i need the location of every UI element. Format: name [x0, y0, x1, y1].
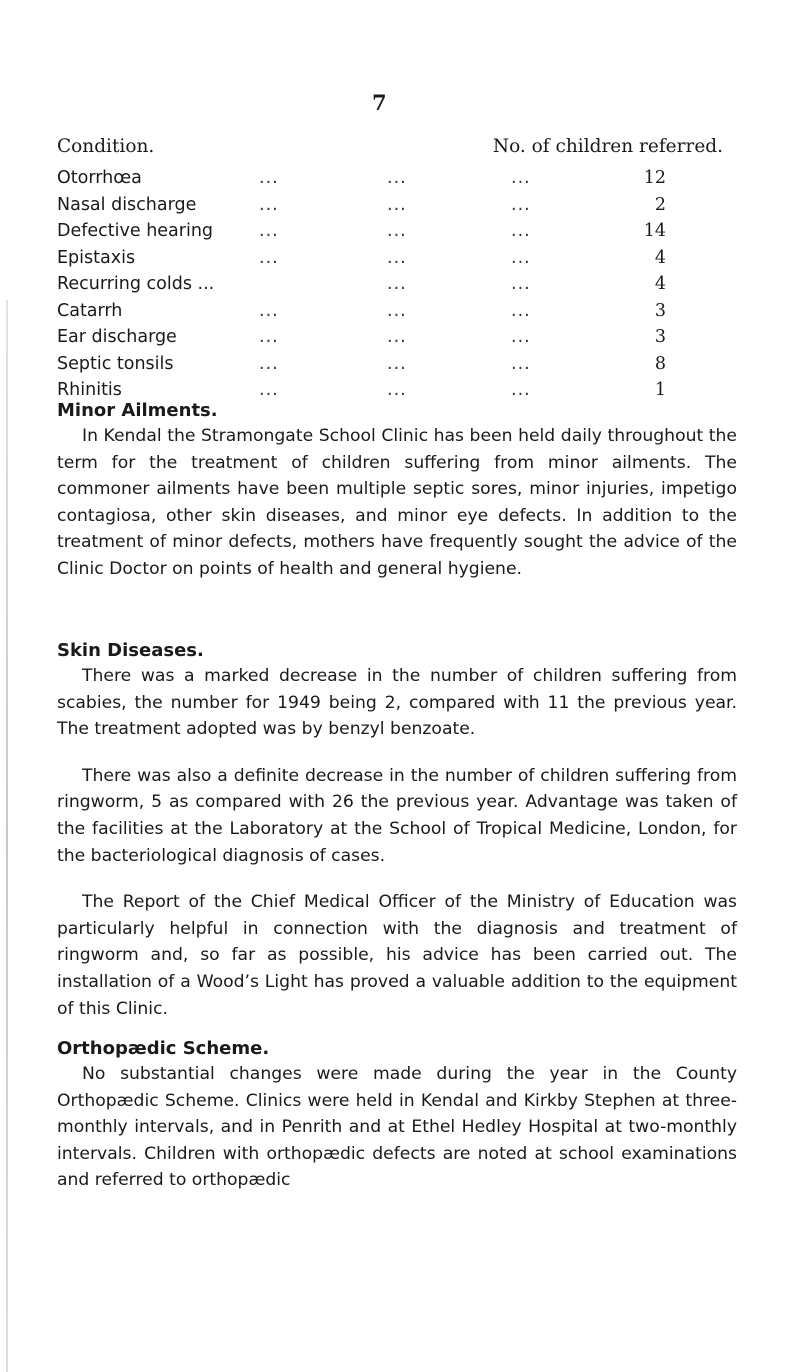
leader-dots: ...: [259, 327, 279, 347]
leader-dots: ...: [387, 327, 407, 347]
leader-dots: ...: [511, 300, 531, 321]
count-cell: 8: [654, 353, 666, 374]
condition-cell: Otorrhœa: [57, 168, 142, 188]
count-cell: 14: [643, 221, 666, 241]
leader-dots: ...: [259, 168, 279, 188]
leader-dots: ...: [511, 221, 531, 241]
header-condition: Condition.: [57, 136, 155, 157]
count-cell: 3: [654, 327, 666, 347]
leader-dots: ...: [387, 168, 407, 188]
leader-dots: ...: [259, 380, 279, 400]
count-cell: 1: [654, 380, 666, 400]
condition-cell: Recurring colds ...: [57, 274, 215, 294]
table-row: [57, 274, 723, 301]
leader-dots: ...: [387, 274, 407, 294]
leader-dots: ...: [259, 221, 279, 241]
table-row: [57, 221, 723, 248]
paragraph: No substantial changes were made during the year in the County Orthopædic Scheme. Clinics were held in Kendal and Kirkby Stephen at three-monthly intervals, and in Penrith and at Ethel Hedley Hospital at two-monthly intervals. Children with orthopædic defects are noted at school examinations and referred to orthopædic: [57, 1064, 737, 1191]
leader-dots: ...: [511, 327, 531, 347]
page-number: 7: [372, 90, 387, 115]
leader-dots: ...: [259, 353, 279, 374]
leader-dots: ...: [259, 300, 279, 321]
count-cell: 4: [654, 247, 666, 268]
table-header: [57, 136, 723, 168]
paragraph: There was a marked decrease in the number of children suffering from scabies, the number for 1949 being 2, compared with 11 the previous year. The treatment adopted was by benzyl benzoate.: [57, 666, 737, 740]
table-row: [57, 327, 723, 354]
count-cell: 3: [654, 300, 666, 321]
section-heading: Skin Diseases.: [57, 640, 204, 661]
leader-dots: ...: [387, 247, 407, 268]
leader-dots: ...: [511, 380, 531, 400]
paragraph: In Kendal the Stramongate School Clinic has been held daily throughout the term for the treatment of children suffering from minor ailments. The commoner ailments have been multiple septic sores, minor injuries, impetigo contagiosa, other skin diseases, and minor eye defects. In addition to the treatment of minor defects, mothers have frequently sought the advice of the Clinic Doctor on points of health and general hygiene.: [57, 426, 737, 579]
table-row: [57, 248, 723, 275]
table-row: [57, 195, 723, 222]
count-cell: 4: [654, 274, 666, 294]
section-orthopaedic-scheme: [57, 1038, 737, 1194]
leader-dots: ...: [511, 247, 531, 268]
condition-cell: Epistaxis: [57, 247, 136, 268]
leader-dots: ...: [387, 353, 407, 374]
leader-dots: ...: [511, 194, 531, 215]
condition-cell: Rhinitis: [57, 380, 122, 400]
count-cell: 2: [654, 194, 666, 215]
condition-cell: Nasal discharge: [57, 194, 197, 215]
scan-edge-shadow: [6, 300, 8, 1372]
table-body: [57, 168, 723, 407]
leader-dots: ...: [259, 247, 279, 268]
leader-dots: ...: [387, 380, 407, 400]
table-row: [57, 168, 723, 195]
header-count: No. of children referred.: [492, 136, 723, 157]
section-heading: Orthopædic Scheme.: [57, 1038, 270, 1059]
condition-cell: Defective hearing: [57, 221, 214, 241]
table-row: [57, 301, 723, 328]
table-row: [57, 354, 723, 381]
condition-cell: Septic tonsils: [57, 353, 174, 374]
leader-dots: ...: [387, 221, 407, 241]
referrals-table: [57, 136, 723, 407]
leader-dots: ...: [511, 274, 531, 294]
leader-dots: ...: [259, 194, 279, 215]
section-skin-diseases: [57, 640, 737, 1022]
leader-dots: ...: [387, 300, 407, 321]
section-minor-ailments: [57, 400, 737, 583]
leader-dots: ...: [511, 168, 531, 188]
paragraph: The Report of the Chief Medical Officer of the Ministry of Education was particularly helpful in connection with the diagnosis and treatment of ringworm and, so far as possible, his advice has been carried out. The installation of a Wood’s Light has proved a valuable addition to the equipment of this Clinic.: [57, 892, 737, 1019]
leader-dots: ...: [387, 194, 407, 215]
leader-dots: ...: [511, 353, 531, 374]
count-cell: 12: [643, 168, 666, 188]
condition-cell: Catarrh: [57, 300, 123, 321]
paragraph: There was also a definite decrease in the number of children suffering from ringworm, 5 as compared with 26 the previous year. Advantage was taken of the facilities at the Laboratory at the School of Tropical Medicine, London, for the bacteriological diagnosis of cases.: [57, 765, 737, 866]
section-heading: Minor Ailments.: [57, 400, 218, 421]
condition-cell: Ear discharge: [57, 327, 177, 347]
